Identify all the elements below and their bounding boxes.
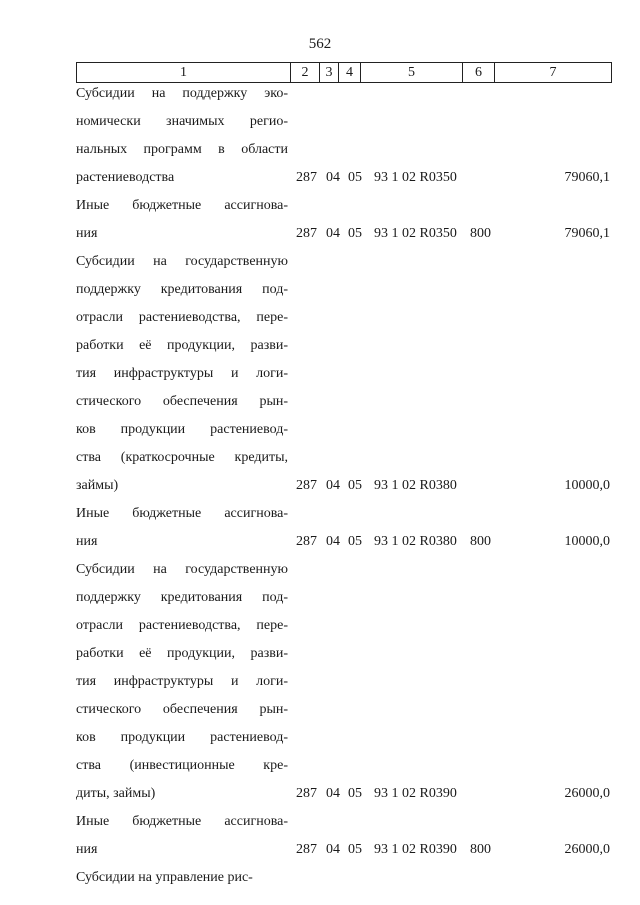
table-row [76, 248, 616, 500]
row-description [76, 500, 288, 556]
description-line: ства (инвестиционные кре- [76, 758, 288, 773]
row-description [76, 80, 288, 192]
table-row [76, 556, 616, 808]
admin-code: 287 [296, 786, 317, 801]
row-codes [296, 164, 616, 192]
column-header-2: 2 [291, 63, 320, 83]
amount: 79060,1 [564, 170, 610, 185]
amount: 79060,1 [564, 226, 610, 241]
subsection-code: 05 [348, 478, 362, 493]
row-description [76, 556, 288, 808]
description-line: стического обеспечения рын- [76, 702, 288, 717]
row-codes [296, 864, 616, 892]
description-line: Иные бюджетные ассигнова- [76, 198, 288, 213]
budget-table-body [76, 80, 616, 892]
description-line: ков продукции растениевод- [76, 422, 288, 437]
description-line: ков продукции растениевод- [76, 730, 288, 745]
target-article-code: 93 1 02 R0390 [374, 842, 457, 857]
description-line: стического обеспечения рын- [76, 394, 288, 409]
amount: 26000,0 [564, 786, 610, 801]
row-description [76, 248, 288, 500]
target-article-code: 93 1 02 R0350 [374, 170, 457, 185]
column-header-3: 3 [320, 63, 339, 83]
section-code: 04 [326, 786, 340, 801]
description-line: ния [76, 226, 98, 241]
row-codes [296, 528, 616, 556]
table-row [76, 192, 616, 248]
table-row [76, 500, 616, 556]
section-code: 04 [326, 478, 340, 493]
description-line: Субсидии на управление рис- [76, 870, 253, 885]
admin-code: 287 [296, 226, 317, 241]
table-row [76, 808, 616, 864]
description-line: займы) [76, 478, 119, 493]
row-description [76, 864, 288, 892]
description-line: тия инфраструктуры и логи- [76, 674, 288, 689]
expense-type-code: 800 [470, 534, 491, 549]
subsection-code: 05 [348, 786, 362, 801]
column-header-1: 1 [77, 63, 291, 83]
column-header-7: 7 [495, 63, 612, 83]
description-line: поддержку кредитования под- [76, 282, 288, 297]
description-line: ния [76, 842, 98, 857]
row-description [76, 192, 288, 248]
description-line: нальных программ в области [76, 142, 288, 157]
description-line: Иные бюджетные ассигнова- [76, 814, 288, 829]
description-line: ства (краткосрочные кредиты, [76, 450, 288, 465]
row-codes [296, 780, 616, 808]
description-line: ния [76, 534, 98, 549]
row-description [76, 808, 288, 864]
amount: 10000,0 [564, 534, 610, 549]
column-header-6: 6 [463, 63, 495, 83]
description-line: диты, займы) [76, 786, 156, 801]
admin-code: 287 [296, 170, 317, 185]
target-article-code: 93 1 02 R0380 [374, 478, 457, 493]
subsection-code: 05 [348, 170, 362, 185]
expense-type-code: 800 [470, 842, 491, 857]
column-header-5: 5 [361, 63, 463, 83]
description-line: поддержку кредитования под- [76, 590, 288, 605]
column-header-4: 4 [339, 63, 361, 83]
description-line: тия инфраструктуры и логи- [76, 366, 288, 381]
section-code: 04 [326, 842, 340, 857]
amount: 10000,0 [564, 478, 610, 493]
page-number: 562 [308, 36, 332, 52]
row-codes [296, 220, 616, 248]
section-code: 04 [326, 534, 340, 549]
description-line: отрасли растениеводства, пере- [76, 310, 288, 325]
description-line: Субсидии на государственную [76, 254, 288, 269]
table-row [76, 80, 616, 192]
description-line: Субсидии на государственную [76, 562, 288, 577]
subsection-code: 05 [348, 226, 362, 241]
description-line: работки её продукции, разви- [76, 646, 288, 661]
row-codes [296, 836, 616, 864]
admin-code: 287 [296, 478, 317, 493]
target-article-code: 93 1 02 R0350 [374, 226, 457, 241]
table-row [76, 864, 616, 892]
amount: 26000,0 [564, 842, 610, 857]
section-code: 04 [326, 170, 340, 185]
expense-type-code: 800 [470, 226, 491, 241]
description-line: отрасли растениеводства, пере- [76, 618, 288, 633]
section-code: 04 [326, 226, 340, 241]
row-codes [296, 472, 616, 500]
description-line: номически значимых регио- [76, 114, 288, 129]
target-article-code: 93 1 02 R0380 [374, 534, 457, 549]
description-line: Иные бюджетные ассигнова- [76, 506, 288, 521]
description-line: Субсидии на поддержку эко- [76, 86, 288, 101]
subsection-code: 05 [348, 534, 362, 549]
admin-code: 287 [296, 842, 317, 857]
target-article-code: 93 1 02 R0390 [374, 786, 457, 801]
description-line: работки её продукции, разви- [76, 338, 288, 353]
description-line: растениеводства [76, 170, 175, 185]
subsection-code: 05 [348, 842, 362, 857]
admin-code: 287 [296, 534, 317, 549]
